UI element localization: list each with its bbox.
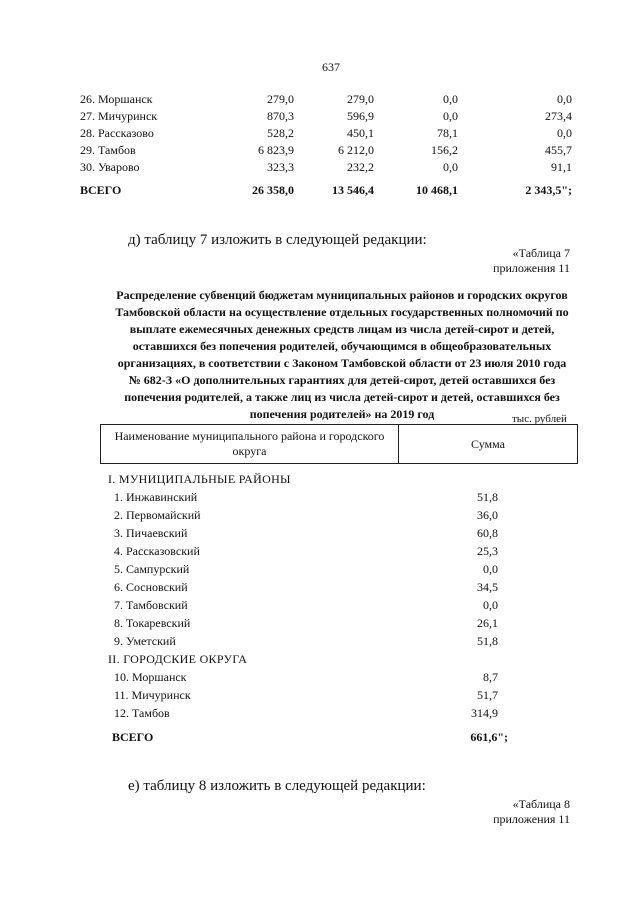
row-name: 8. Токаревский (114, 616, 191, 630)
row-value: 36,0 (477, 508, 498, 522)
row-value: 51,7 (477, 688, 498, 702)
row-value: 78,1 (437, 126, 458, 140)
row-value: 8,7 (483, 670, 498, 684)
table-row (80, 92, 590, 109)
row-name: 10. Моршанск (114, 670, 187, 684)
row-name: 28. Рассказово (80, 126, 154, 140)
table-row (108, 632, 528, 650)
table-row (108, 488, 528, 506)
header-name-column: Наименование муниципального района и городского округа (101, 425, 399, 463)
total-value: 26 358,0 (252, 183, 294, 197)
table-row (108, 524, 528, 542)
row-value: 0,0 (557, 126, 572, 140)
table7-heading: Распределение субвенций бюджетам муниципальных районов и городских округов Тамбовской области на осуществление отдельных государственных полномочий по выплате ежемесячных денежных средств лицам из числа детей-сирот и детей, оставшихся без попечения родителей, обучающимся в общеобразовательных организациях, в соответствии с Законом Тамбовской области от 23 июля 2010 года № 682-З «О дополнительных гарантиях для детей-сирот, детей оставшихся без попечения родителей, а также лиц из числа детей-сирот и детей, оставшихся без попечения родителей» на 2019 год (115, 288, 569, 421)
table-total-row (108, 726, 528, 748)
total-value: 661,6"; (470, 730, 508, 744)
table-row (80, 143, 590, 160)
total-label: ВСЕГО (80, 183, 122, 197)
row-value: 51,8 (477, 490, 498, 504)
table-row (108, 686, 528, 704)
table8-ref-line1: «Таблица 8 (512, 797, 570, 811)
row-value: 91,1 (551, 160, 572, 174)
row-value: 279,0 (267, 92, 294, 106)
table7-body (108, 470, 528, 748)
row-value: 450,1 (347, 126, 374, 140)
row-name: 6. Сосновский (114, 580, 188, 594)
paragraph-d: д) таблицу 7 изложить в следующей редакции: (128, 232, 427, 248)
row-name: 27. Мичуринск (80, 109, 158, 123)
row-value: 455,7 (545, 143, 572, 157)
row-value: 232,2 (347, 160, 374, 174)
table-row (108, 506, 528, 524)
row-value: 51,8 (477, 634, 498, 648)
row-name: 30. Уварово (80, 160, 140, 174)
table-row (80, 109, 590, 126)
table7-header (100, 424, 578, 464)
page-number: 637 (322, 60, 340, 74)
row-name: 4. Рассказовский (114, 544, 200, 558)
section-heading: I. МУНИЦИПАЛЬНЫЕ РАЙОНЫ (108, 472, 291, 486)
table7-ref-line1: «Таблица 7 (512, 246, 570, 260)
total-label: ВСЕГО (112, 730, 154, 744)
table-row (108, 704, 528, 722)
row-value: 0,0 (443, 109, 458, 123)
table-total-row (80, 183, 590, 200)
row-value: 25,3 (477, 544, 498, 558)
paragraph-e: е) таблицу 8 изложить в следующей редакции: (128, 778, 426, 794)
row-value: 323,3 (267, 160, 294, 174)
row-value: 156,2 (431, 143, 458, 157)
row-value: 60,8 (477, 526, 498, 540)
table-row (80, 126, 590, 143)
header-sum-column: Сумма (471, 436, 505, 451)
row-value: 0,0 (443, 160, 458, 174)
table-row (108, 668, 528, 686)
row-value: 26,1 (477, 616, 498, 630)
row-name: 26. Моршанск (80, 92, 153, 106)
table8-ref-line2: приложения 11 (493, 812, 570, 826)
table7-ref-line2: приложения 11 (493, 261, 570, 275)
row-name: 5. Сампурский (114, 562, 190, 576)
total-value: 13 546,4 (332, 183, 374, 197)
table6-continuation (80, 92, 590, 200)
row-name: 7. Тамбовский (114, 598, 188, 612)
table8-reference (493, 797, 570, 827)
unit-label: тыс. рублей (512, 413, 567, 425)
row-value: 34,5 (477, 580, 498, 594)
row-value: 0,0 (557, 92, 572, 106)
section-heading: II. ГОРОДСКИЕ ОКРУГА (108, 652, 248, 666)
row-name: 3. Пичаевский (114, 526, 188, 540)
row-value: 528,2 (267, 126, 294, 140)
row-value: 0,0 (483, 598, 498, 612)
row-value: 314,9 (471, 706, 498, 720)
total-value: 2 343,5"; (525, 183, 572, 197)
table7-reference (493, 246, 570, 276)
row-value: 6 212,0 (338, 143, 374, 157)
row-name: 12. Тамбов (114, 706, 170, 720)
table-row (108, 614, 528, 632)
row-value: 596,9 (347, 109, 374, 123)
table-row (108, 560, 528, 578)
row-value: 0,0 (483, 562, 498, 576)
row-value: 279,0 (347, 92, 374, 106)
row-name: 11. Мичуринск (114, 688, 191, 702)
table-row (108, 596, 528, 614)
total-value: 10 468,1 (416, 183, 458, 197)
row-name: 29. Тамбов (80, 143, 136, 157)
row-name: 2. Первомайский (114, 508, 201, 522)
table-row (108, 542, 528, 560)
table-row (108, 578, 528, 596)
row-name: 1. Инжавинский (114, 490, 198, 504)
row-value: 6 823,9 (258, 143, 294, 157)
row-name: 9. Уметский (114, 634, 176, 648)
table-row (80, 160, 590, 177)
row-value: 870,3 (267, 109, 294, 123)
row-value: 273,4 (545, 109, 572, 123)
row-value: 0,0 (443, 92, 458, 106)
